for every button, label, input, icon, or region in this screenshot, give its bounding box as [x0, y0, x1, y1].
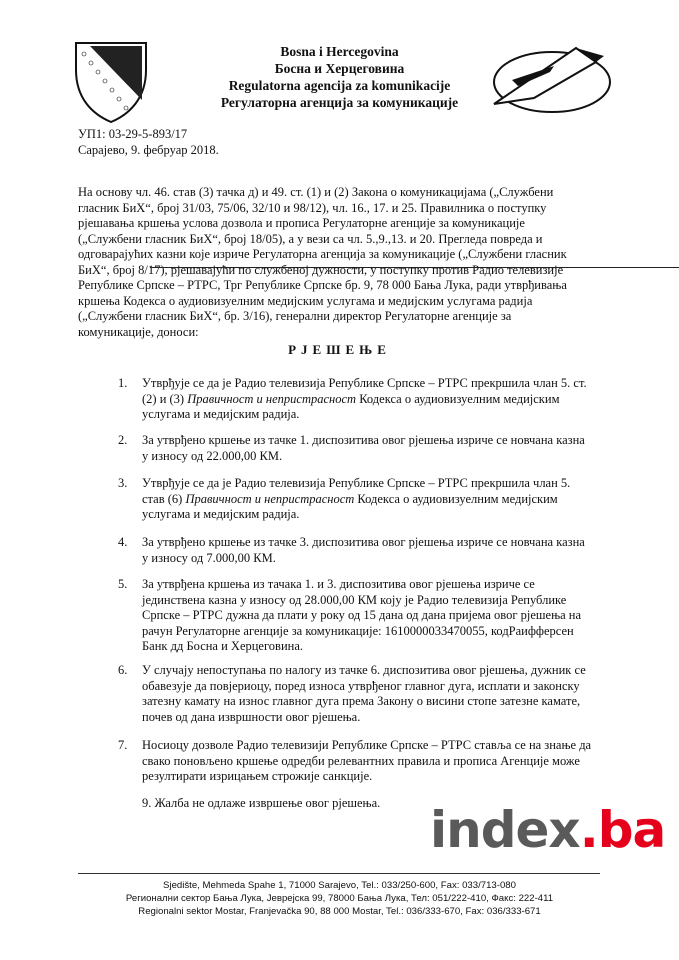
intro-line: комуникације, доноси:	[78, 324, 199, 339]
list-item	[118, 663, 598, 727]
intro-line: На основу чл. 46. став (3) тачка д) и 49. ст. (1) и (2) Закона о комуникацијама („Службени	[78, 185, 554, 199]
list-item	[118, 738, 598, 786]
watermark-logo	[430, 797, 665, 863]
intro-line: („Службени гласник БиХ“, број 18/05), а у вези са чл. 5.,9.,13. и 20. Прегледа повреда и	[78, 231, 543, 246]
item-line: За утврђена кршења из тачака 1. и 3. диспозитива овог рјешења изриче се	[142, 577, 535, 591]
scan-artifact-line	[150, 267, 679, 268]
list-item-9: 9. Жалба не одлаже извршење овог рјешења.	[142, 796, 381, 810]
footer-address-mostar: Regionalni sektor Mostar, Franjevačka 90, 88 000 Mostar, Tel.: 036/333-670, Fax: 036/333-671	[138, 906, 541, 917]
item-number: 5.	[118, 577, 128, 591]
item-line: Банк дд Босна и Херцеговина.	[142, 639, 304, 653]
item-line: став (6) Правичност и непристрасност Кодекса о аудиовизуелним медијским	[142, 491, 558, 506]
item-number: 4.	[118, 535, 128, 549]
item-line: затезну камату на износ главног дуга према Закону о висини стопе затезне камате,	[142, 694, 581, 708]
intro-line: одговарајућих казни које изриче Регулаторна агенција за комуникације („Службени гласник	[78, 247, 567, 261]
item-line: свако поновљено кршење одредби релевантних правила и прописа Агенције може	[142, 753, 580, 768]
item-line: За утврђено кршење из тачке 1. диспозитива овог рјешења изриче се новчана казна	[142, 433, 585, 447]
intro-line: БиХ“, број 8/17), рјешавајући по службеној дужности, у поступку против Радио телевизије	[78, 262, 564, 277]
intro-paragraph	[78, 185, 598, 340]
footer-divider	[78, 873, 600, 874]
list-item	[118, 376, 598, 424]
header-agency-latin: Regulatorna agencija za komunikacije	[228, 78, 451, 93]
item-line: Носиоцу дозволе Радио телевизији Републике Српске – РТРС ставља се на знање да	[142, 738, 592, 752]
place-date: Сарајево, 9. фебруар 2018.	[78, 143, 219, 157]
watermark-ba: ba	[597, 801, 666, 859]
intro-line: („Службени гласник БиХ“, бр. 3/16), генерални директор Регулаторне агенције за	[78, 309, 512, 323]
item-number: 1.	[118, 376, 128, 390]
list-item	[118, 476, 598, 524]
item-line: у износу од 22.000,00 КМ.	[142, 448, 283, 463]
item-line: услугама и медијским радија.	[142, 507, 300, 521]
footer-address-banja-luka: Регионални сектор Бања Лука, Јеврејска 99, 78000 Бања Лука, Тел: 051/222-410, Факс: 222-411	[125, 893, 554, 904]
item-line: почев од дана извршности овог рјешења.	[142, 709, 361, 724]
item-line: Утврђује се да је Радио телевизија Републике Српске – РТРС прекршила члан 5. ст.	[142, 376, 587, 390]
header-country-cyrillic: Босна и Херцеговина	[274, 61, 405, 76]
intro-line: рјешавања кршења услова дозвола и прописа Регулаторне агенције за комуникације	[78, 216, 525, 230]
watermark-dot: .	[579, 801, 598, 859]
index-ba-watermark	[410, 795, 672, 865]
item-line: у износу од 7.000,00 КМ.	[142, 550, 276, 565]
intro-line: гласник БиХ“, број 31/03, 75/06, 32/10 и 98/12), чл. 16., 17. и 25. Правилника о поступку	[78, 200, 547, 215]
item-line: рачун Регулаторне агенције за комуникације: 1610000033470055, кодРаифферсен	[142, 623, 574, 638]
rak-logo-icon	[484, 40, 614, 120]
item-line: Српске – РТРС дужна да плати у року од 15 дана од дана пријема овог рјешења на	[142, 608, 582, 622]
item-line: Утврђује се да је Радио телевизија Републике Српске – РТРС прекршила члан 5.	[142, 476, 571, 490]
item-line: У случају непоступања по налогу из тачке 6. диспозитива овог рјешења, дужник се	[142, 663, 586, 677]
decision-title: РЈЕШЕЊЕ	[288, 342, 391, 357]
item-line: јединствена казна у износу од 28.000,00 КМ коју је Радио телевизија Републике	[142, 592, 567, 607]
intro-line: кршења Кодекса о аудиовизуелним медијским услугама и медијским услугама радија	[78, 293, 533, 308]
item-line: (2) и (3) Правичност и непристрасност Кодекса о аудиовизуелним медијским	[142, 391, 560, 406]
item-number: 7.	[118, 738, 128, 752]
list-item	[118, 535, 598, 567]
item-line: услугама и медијским радија.	[142, 407, 300, 421]
footer-address-sarajevo: Sjedište, Mehmeda Spahe 1, 71000 Sarajevo, Tel.: 033/250-600, Fax: 033/713-080	[163, 880, 516, 891]
header-country-latin: Bosna i Hercegovina	[280, 44, 399, 59]
intro-line: Републике Српске – РТРС, Трг Републике Српске бр. 9, 78 000 Бања Лука, ради утврђивања	[78, 278, 567, 292]
list-item	[118, 433, 598, 465]
reference-number: УП1: 03-29-5-893/17	[78, 127, 188, 141]
item-number: 2.	[118, 433, 128, 447]
item-line: резултирати изрицањем строжије санкције.	[142, 769, 373, 783]
header-agency-cyrillic: Регулаторна агенција за комуникације	[220, 95, 459, 110]
item-number: 6.	[118, 663, 128, 677]
watermark-index: index	[430, 801, 580, 859]
item-line: обавезује да повјериоцу, поред износа утврђеног главног дуга, исплати и законску	[142, 678, 580, 693]
code-section-name: Правичност и непристрасност	[187, 391, 357, 406]
item-line: За утврђено кршење из тачке 3. диспозитива овог рјешења изриче се новчана казна	[142, 535, 585, 549]
code-section-name: Правичност и непристрасност	[185, 491, 355, 506]
list-item	[118, 577, 598, 657]
item-number: 3.	[118, 476, 128, 490]
